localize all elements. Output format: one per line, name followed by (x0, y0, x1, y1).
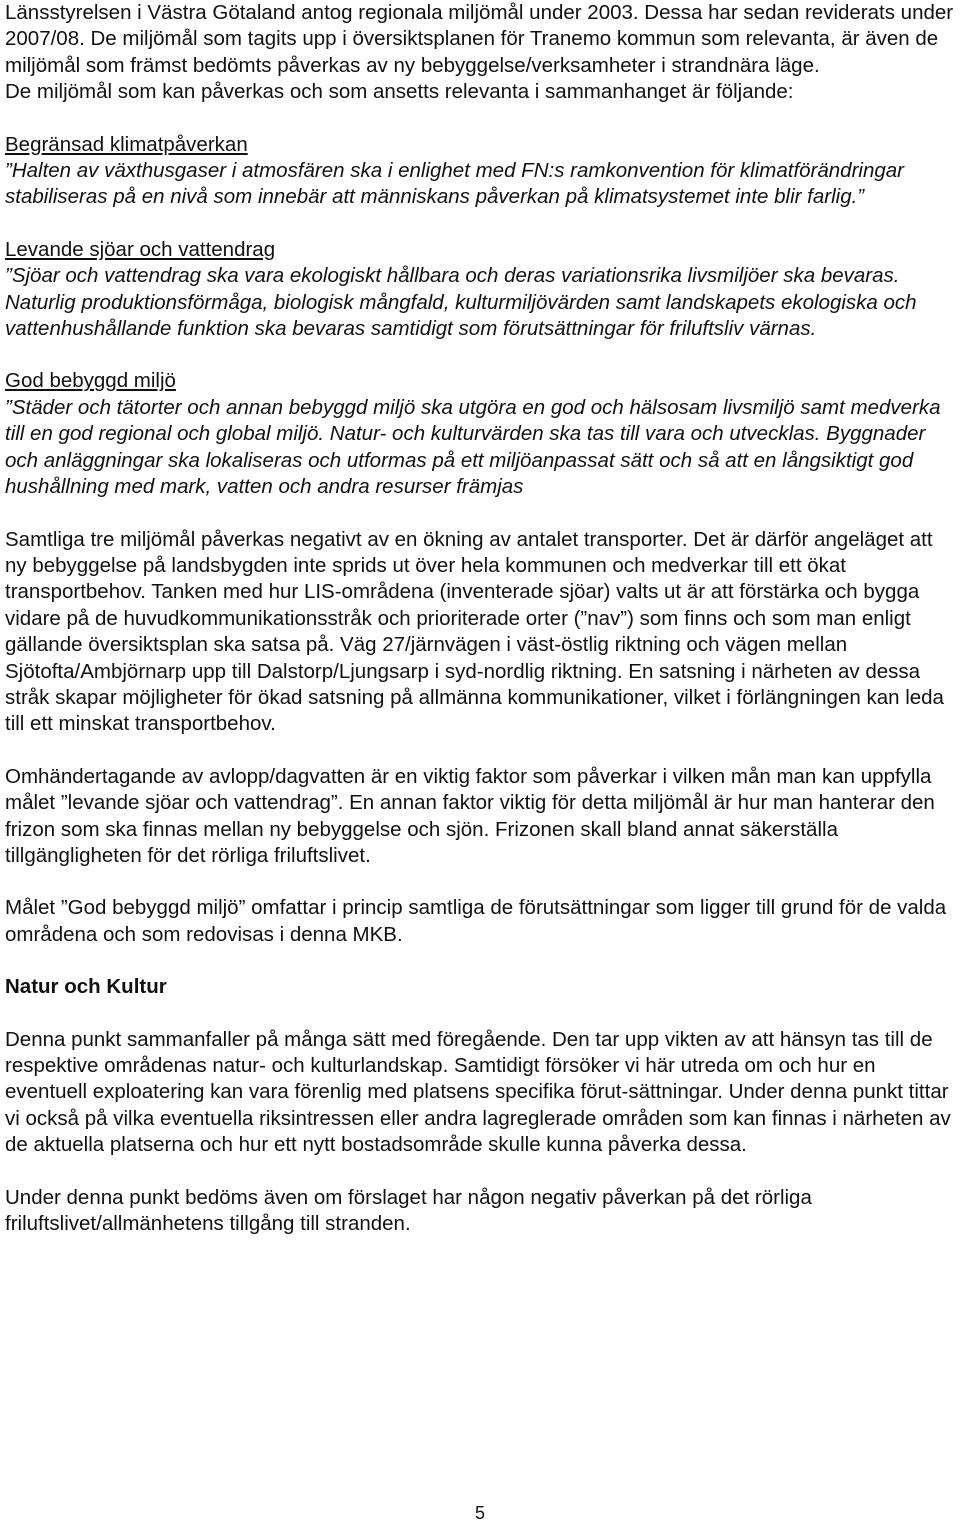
document-page (5, 0, 957, 1237)
goal-text-klimat: ”Halten av växthusgaser i atmosfären ska i enlighet med FN:s ramkonvention för klimatförändringar stabiliseras på en nivå som innebär att människans påverkan på klimatsystemet inte blir farlig.” (5, 159, 904, 209)
spacer (5, 501, 957, 527)
transport-paragraph: Samtliga tre miljömål påverkas negativt av en ökning av antalet transporter. Det är därför angeläget att ny bebyggelse på landsbygden inte sprids ut över hela kommunen och medverkar till ett ökat transportbehov. Tanken med hur LIS-områdena (inventerade sjöar) valts ut är att förstärka och bygga vidare på de huvudkommunikationsstråk och prioriterade orter (”nav”) som finns och som man enligt gällande översiktsplan ska satsa på. Väg 27/järnvägen i väst-östlig riktning och vägen mellan Sjötofta/Ambjörnarp upp till Dalstorp/Ljungsarp i syd-nordlig riktning. En satsning i närheten av dessa stråk skapar möjligheter för ökad satsning på allmänna kommunikationer, vilket i förlängningen kan leda till ett minskat transportbehov. (5, 527, 944, 736)
natur-paragraph-2: Under denna punkt bedöms även om förslaget har någon negativ påverkan på det rörliga friluftslivet/allmänhetens tillgång till stranden. (5, 1185, 812, 1236)
spacer (5, 342, 957, 368)
spacer (5, 1159, 957, 1185)
malet-paragraph: Målet ”God bebyggd miljö” omfattar i princip samtliga de förutsättningar som ligger till grund för de valda områdena och som redovisas i denna MKB. (5, 896, 947, 946)
goal-heading-bebyggd: God bebyggd miljö (5, 369, 176, 393)
goals-intro-sentence: De miljömål som kan påverkas och som ansetts relevanta i sammanhanget är följande: (5, 80, 794, 104)
spacer (5, 211, 957, 237)
page-number: 5 (474, 1503, 485, 1523)
goal-heading-sjoar: Levande sjöar och vattendrag (5, 237, 276, 261)
section-heading-natur-kultur: Natur och Kultur (5, 975, 167, 999)
goal-text-bebyggd: ”Städer och tätorter och annan bebyggd miljö ska utgöra en god och hälsosam livsmiljö samt medverka till en god regional och global miljö. Natur- och kulturvärden ska tas till vara och utvecklas. Byggnader och anläggningar ska lokaliseras och utformas på ett miljöanpassat sätt och så att en långsiktigt god hushållning med mark, vatten och andra resurser främjas (5, 395, 941, 499)
spacer (5, 1001, 957, 1027)
goal-heading-klimat: Begränsad klimatpåverkan (5, 132, 248, 156)
spacer (5, 738, 957, 764)
intro-paragraph: Länsstyrelsen i Västra Götaland antog regionala miljömål under 2003. Dessa har sedan reviderats under 2007/08. De miljömål som tagits upp i översiktsplanen för Tranemo kommun som relevanta, är även de miljömål som främst bedömts påverkas av ny bebyggelse/verksamheter i strandnära läge. (5, 1, 954, 77)
spacer (5, 869, 957, 895)
natur-paragraph-1: Denna punkt sammanfaller på många sätt med föregående. Den tar upp vikten av att hänsyn tas till de respektive områdenas natur- och kulturlandskap. Samtidigt försöker vi här utreda om och hur en eventuell exploatering kan vara förenlig med platsens specifika förut-sättningar. Under denna punkt tittar vi också på vilka eventuella riksintressen eller andra lagreglerade områden som kan finnas i närheten av de aktuella platserna och hur ett nytt bostadsområde skulle kunna påverka dessa. (5, 1027, 951, 1157)
spacer (5, 106, 957, 132)
avlopp-paragraph: Omhändertagande av avlopp/dagvatten är en viktig faktor som påverkar i vilken mån man kan uppfylla målet ”levande sjöar och vattendrag”. En annan faktor viktig för detta miljömål är hur man hanterar den frizon som ska finnas mellan ny bebyggelse och sjön. Frizonen skall bland annat säkerställa tillgängligheten för det rörliga friluftslivet. (5, 764, 935, 867)
goal-text-sjoar: ”Sjöar och vattendrag ska vara ekologiskt hållbara och deras variationsrika livsmiljöer ska bevaras. Naturlig produktionsförmåga, biologisk mångfald, kulturmiljövärden samt landskapets ekologiska och vattenhushållande funktion ska bevaras samtidigt som förutsättningar för friluftsliv värnas. (5, 264, 917, 341)
spacer (5, 948, 957, 974)
